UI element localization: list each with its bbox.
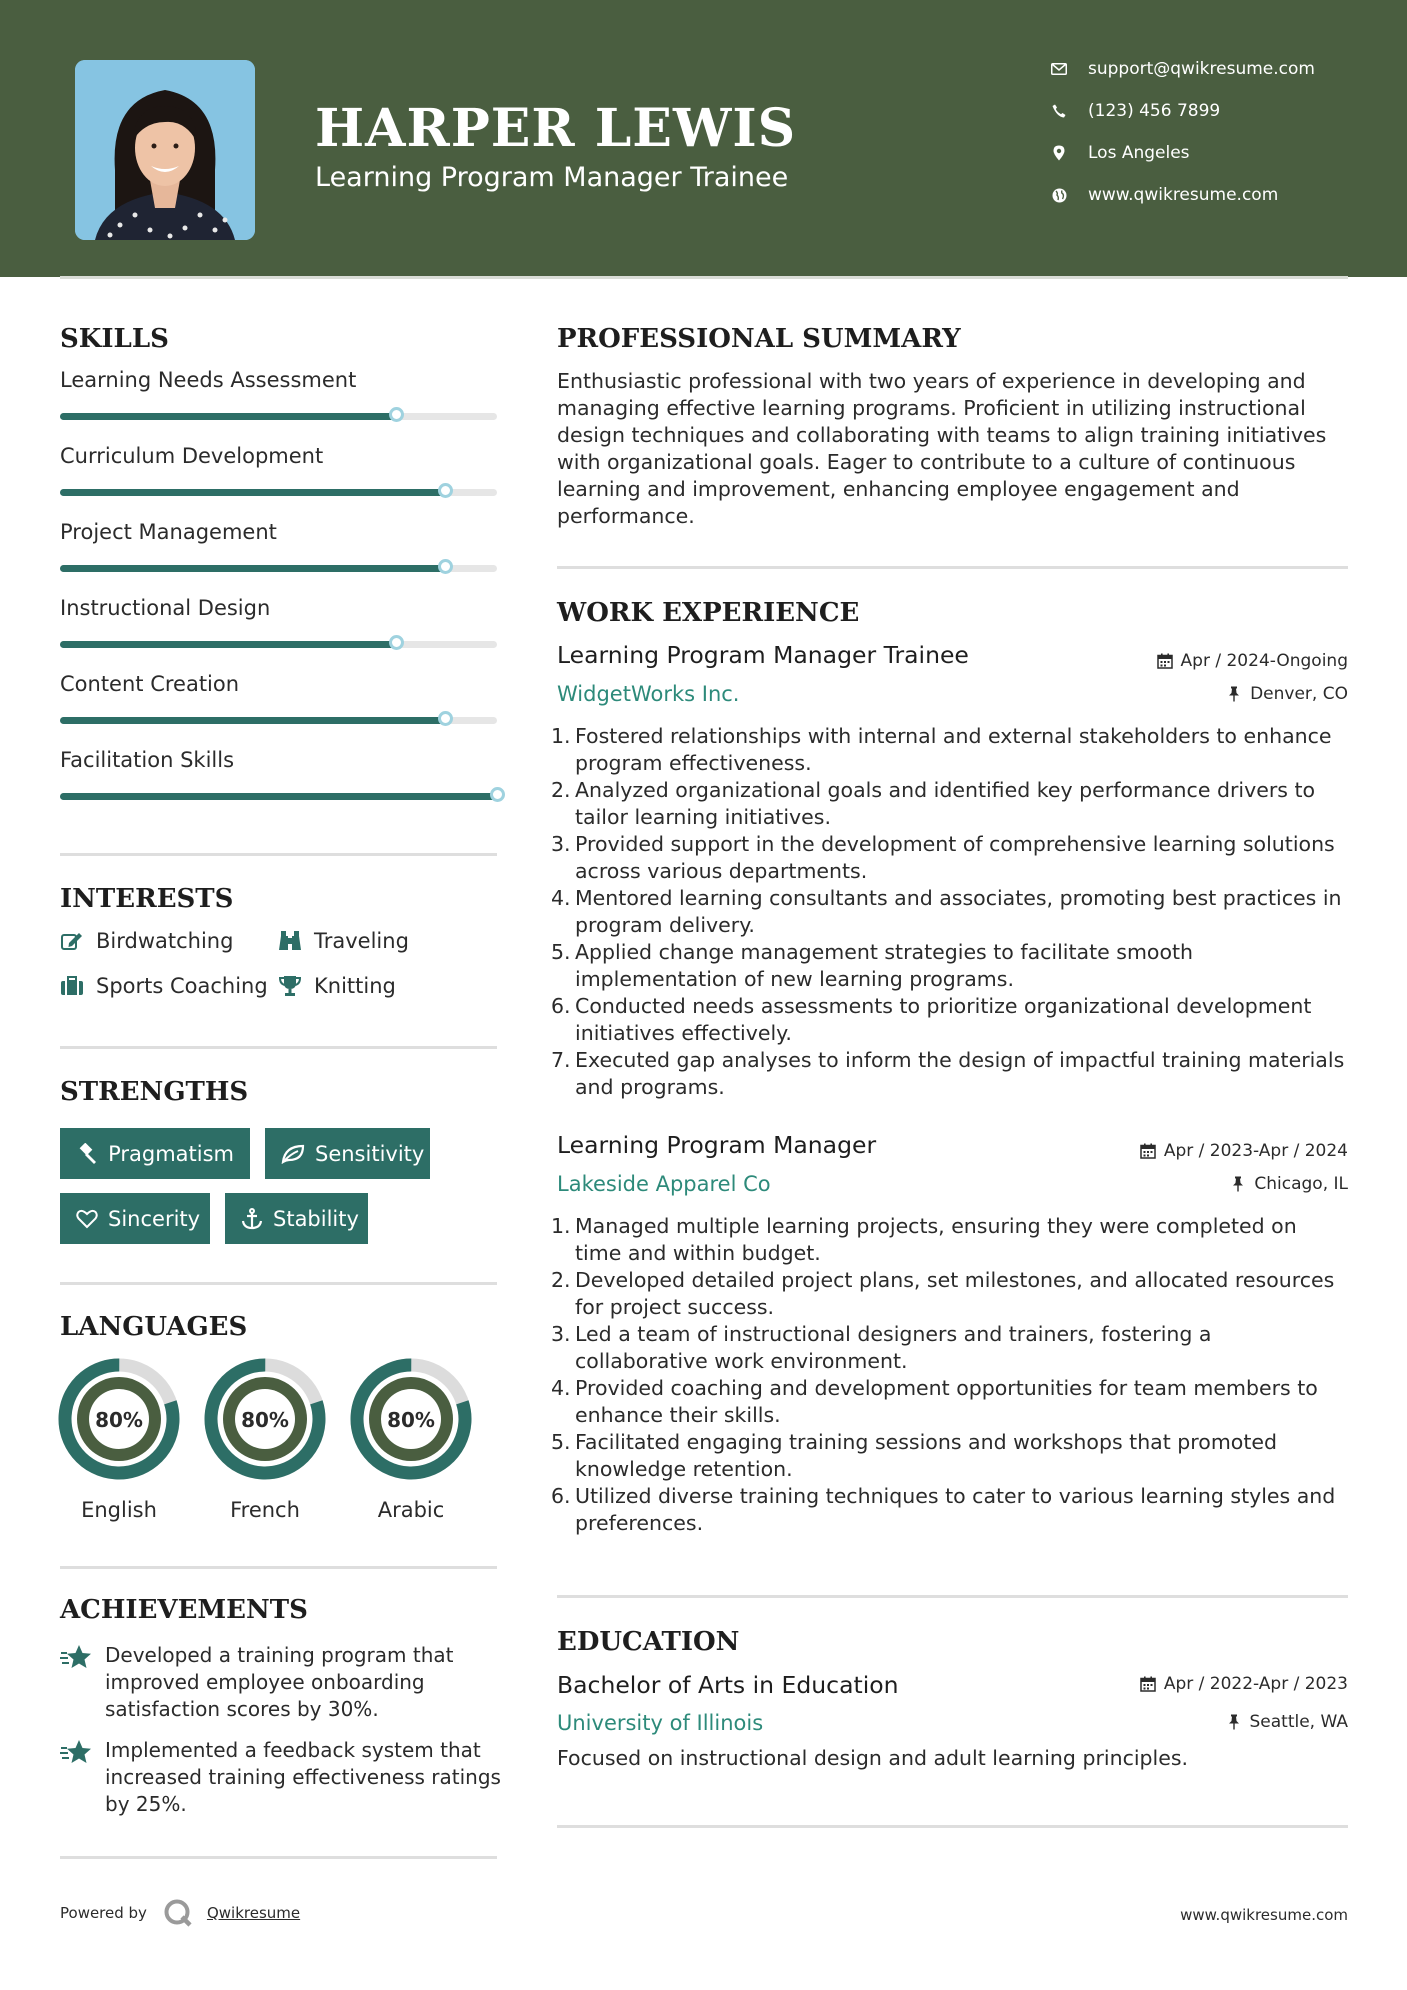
language-percent: 80% [241, 1408, 289, 1432]
language-label: Arabic [377, 1498, 445, 1522]
responsibility-item [551, 723, 1349, 777]
skill-bar-knob [438, 711, 453, 726]
achievement-text: Developed a training program that improved employee onboarding satisfaction scores by 30%. [105, 1643, 454, 1721]
skill-bar-fill [60, 641, 396, 648]
responsibility-item [551, 939, 1349, 993]
contact-phone-text: (123) 456 7899 [1088, 101, 1221, 121]
interest-item [278, 929, 409, 953]
achievements-heading: ACHIEVEMENTS [60, 1595, 308, 1625]
candidate-name: HARPER LEWIS [315, 98, 797, 159]
job-role: Learning Program Manager [557, 1131, 877, 1159]
responsibility-item [551, 993, 1349, 1047]
responsibility-item [551, 1429, 1349, 1483]
responsibility-item [551, 831, 1349, 885]
language-item [204, 1358, 326, 1522]
skills-divider [60, 853, 497, 856]
responsibility-item [551, 1267, 1349, 1321]
responsibility-item [551, 1483, 1349, 1537]
interest-label: Sports Coaching [96, 974, 268, 998]
experience-heading: WORK EXPERIENCE [557, 598, 860, 628]
job-location-text: Denver, CO [1250, 684, 1348, 704]
achievements-divider [60, 1856, 497, 1859]
responsibility-text: Fostered relationships with internal and external stakeholders to enhance program effectiveness. [575, 724, 1332, 775]
job-company: Lakeside Apparel Co [557, 1172, 771, 1196]
strength-label: Sensitivity [315, 1141, 425, 1166]
responsibility-item [551, 1213, 1349, 1267]
skill-label: Curriculum Development [60, 444, 324, 468]
education-description: Focused on instructional design and adult learning principles. [557, 1746, 1189, 1770]
skill-label: Facilitation Skills [60, 748, 235, 772]
language-label: French [230, 1498, 300, 1522]
summary-heading: PROFESSIONAL SUMMARY [557, 324, 961, 354]
strength-badge [60, 1128, 250, 1179]
envelope-icon [1050, 60, 1068, 78]
star-icon [60, 1644, 92, 1672]
pushpin-icon [1226, 1714, 1242, 1730]
trophy-icon [278, 974, 302, 998]
strength-label: Pragmatism [108, 1141, 234, 1166]
anchor-icon [241, 1207, 263, 1231]
map-marker-icon [1050, 144, 1068, 162]
skill-label: Project Management [60, 520, 277, 544]
pushpin-icon [1230, 1176, 1246, 1192]
strength-badge [225, 1193, 368, 1244]
languages-divider [60, 1566, 497, 1569]
skill-bar-knob [490, 787, 505, 802]
responsibility-text: Mentored learning consultants and associates, promoting best practices in program delivery. [575, 886, 1342, 937]
edit-icon [60, 929, 84, 953]
skill-label: Content Creation [60, 672, 240, 696]
phone-icon [1050, 102, 1068, 120]
education-location-text: Seattle, WA [1249, 1712, 1348, 1732]
skill-bar [60, 717, 497, 724]
responsibility-text: Analyzed organizational goals and identified key performance drivers to tailor learning initiatives. [575, 778, 1316, 829]
summary-divider [557, 566, 1348, 569]
education-heading: EDUCATION [557, 1627, 740, 1657]
interests-divider [60, 1046, 497, 1049]
job-location [1230, 1174, 1348, 1194]
interest-label: Knitting [314, 974, 396, 998]
responsibility-number: 7. [551, 1048, 571, 1072]
interests-heading: INTERESTS [60, 884, 234, 914]
responsibility-item [551, 777, 1349, 831]
globe-icon [1050, 186, 1068, 204]
contact-email-text: support@qwikresume.com [1088, 59, 1315, 79]
skill-bar-knob [389, 407, 404, 422]
responsibility-number: 3. [551, 832, 571, 856]
responsibility-text: Executed gap analyses to inform the design of impactful training materials and programs. [575, 1048, 1345, 1099]
language-percent: 80% [95, 1408, 143, 1432]
education-divider [557, 1825, 1348, 1828]
leaf-icon [281, 1142, 305, 1166]
qwikresume-link[interactable]: Qwikresume [206, 1904, 301, 1922]
heart-icon [76, 1207, 98, 1231]
skill-bar [60, 413, 497, 420]
language-ring [58, 1358, 180, 1480]
pushpin-icon [1226, 686, 1242, 702]
skill-bar [60, 641, 497, 648]
job-dates-text: Apr / 2024-Ongoing [1180, 651, 1348, 671]
job-responsibilities [551, 1213, 1349, 1537]
interest-item [278, 974, 396, 998]
interest-item [60, 929, 233, 953]
interest-item [60, 974, 268, 998]
language-label: English [81, 1498, 157, 1522]
job-company: WidgetWorks Inc. [557, 682, 740, 706]
strengths-heading: STRENGTHS [60, 1077, 249, 1107]
responsibility-number: 5. [551, 1430, 571, 1454]
contact-location [1050, 141, 1380, 165]
experience-divider [557, 1595, 1348, 1598]
responsibility-text: Utilized diverse training techniques to cater to various learning styles and preferences. [575, 1484, 1336, 1535]
responsibility-text: Managed multiple learning projects, ensuring they were completed on time and within budget. [575, 1214, 1297, 1265]
job-location-text: Chicago, IL [1254, 1174, 1348, 1194]
responsibility-text: Led a team of instructional designers and trainers, fostering a collaborative work environment. [575, 1322, 1212, 1373]
calendar-icon [1140, 1143, 1156, 1159]
skill-bar-fill [60, 565, 445, 572]
gavel-icon [76, 1142, 98, 1166]
skill-label: Instructional Design [60, 596, 271, 620]
education-degree: Bachelor of Arts in Education [557, 1671, 899, 1699]
summary-text: Enthusiastic professional with two years of experience in developing and managing effective learning programs. Proficient in utilizing instructional design techniques and collaborating with teams to align training initiatives with organizational goals. Eager to contribute to a culture of continuous learning and improvement, enhancing employee engagement and performance. [557, 369, 1327, 528]
skill-label: Learning Needs Assessment [60, 368, 357, 392]
job-role: Learning Program Manager Trainee [557, 641, 969, 669]
job-dates-text: Apr / 2023-Apr / 2024 [1163, 1141, 1348, 1161]
responsibility-text: Developed detailed project plans, set milestones, and allocated resources for project success. [575, 1268, 1335, 1319]
strength-badge [60, 1193, 210, 1244]
languages-heading: LANGUAGES [60, 1312, 248, 1342]
qwikresume-logo-icon [163, 1898, 193, 1928]
interest-label: Birdwatching [96, 929, 234, 953]
education-location [1226, 1712, 1349, 1732]
responsibility-item [551, 885, 1349, 939]
skill-bar-knob [389, 635, 404, 650]
job-dates [1140, 1141, 1348, 1161]
language-percent: 80% [387, 1408, 435, 1432]
contact-email[interactable] [1050, 57, 1380, 81]
strength-label: Sincerity [108, 1206, 201, 1231]
skill-bar [60, 489, 497, 496]
footer-website[interactable]: www.qwikresume.com [1180, 1906, 1348, 1924]
job-dates [1157, 651, 1348, 671]
responsibility-number: 6. [551, 1484, 571, 1508]
suitcase-icon [60, 974, 84, 998]
responsibility-number: 5. [551, 940, 571, 964]
language-item [58, 1358, 180, 1522]
language-ring [204, 1358, 326, 1480]
responsibility-number: 3. [551, 1322, 571, 1346]
responsibility-number: 1. [551, 1214, 571, 1238]
job-location [1226, 684, 1348, 704]
contact-website[interactable] [1050, 183, 1380, 207]
skill-bar [60, 793, 497, 800]
language-item [350, 1358, 472, 1522]
strengths-divider [60, 1282, 497, 1285]
profile-photo [75, 60, 255, 240]
powered-by-text: Powered by [60, 1904, 147, 1922]
responsibility-number: 4. [551, 886, 571, 910]
responsibility-number: 6. [551, 994, 571, 1018]
star-icon [60, 1739, 92, 1767]
responsibility-number: 1. [551, 724, 571, 748]
skill-bar-fill [60, 489, 445, 496]
responsibility-item [551, 1047, 1349, 1101]
education-school: University of Illinois [557, 1711, 764, 1735]
contact-location-text: Los Angeles [1088, 143, 1190, 163]
binoculars-icon [278, 929, 302, 953]
education-dates [1140, 1674, 1348, 1694]
responsibility-text: Facilitated engaging training sessions and workshops that promoted knowledge retention. [575, 1430, 1278, 1481]
job-responsibilities [551, 723, 1349, 1101]
achievement-item [60, 1642, 500, 1730]
contact-website-text: www.qwikresume.com [1088, 185, 1279, 205]
responsibility-text: Provided coaching and development opportunities for team members to enhance their skills. [575, 1376, 1318, 1427]
skill-bar-fill [60, 413, 396, 420]
responsibility-text: Conducted needs assessments to prioritize organizational development initiatives effectively. [575, 994, 1312, 1045]
calendar-icon [1140, 1676, 1156, 1692]
skill-bar-knob [438, 559, 453, 574]
responsibility-text: Applied change management strategies to facilitate smooth implementation of new learning programs. [575, 940, 1194, 991]
strength-badge [265, 1128, 430, 1179]
contact-phone[interactable] [1050, 99, 1380, 123]
skill-bar [60, 565, 497, 572]
achievement-text: Implemented a feedback system that increased training effectiveness ratings by 25%. [105, 1738, 501, 1816]
responsibility-number: 2. [551, 1268, 571, 1292]
strength-label: Stability [273, 1206, 359, 1231]
skill-bar-knob [438, 483, 453, 498]
achievement-item [60, 1737, 500, 1825]
skills-heading: SKILLS [60, 324, 169, 354]
education-dates-text: Apr / 2022-Apr / 2023 [1163, 1674, 1348, 1694]
responsibility-item [551, 1321, 1349, 1375]
responsibility-text: Provided support in the development of comprehensive learning solutions across various departments. [575, 832, 1335, 883]
language-ring [350, 1358, 472, 1480]
responsibility-number: 2. [551, 778, 571, 802]
candidate-title: Learning Program Manager Trainee [315, 162, 789, 193]
calendar-icon [1157, 653, 1173, 669]
responsibility-item [551, 1375, 1349, 1429]
interest-label: Traveling [314, 929, 409, 953]
responsibility-number: 4. [551, 1376, 571, 1400]
header-divider [60, 276, 1348, 279]
skill-bar-fill [60, 793, 497, 800]
skill-bar-fill [60, 717, 445, 724]
footer-powered-by [60, 1898, 300, 1928]
